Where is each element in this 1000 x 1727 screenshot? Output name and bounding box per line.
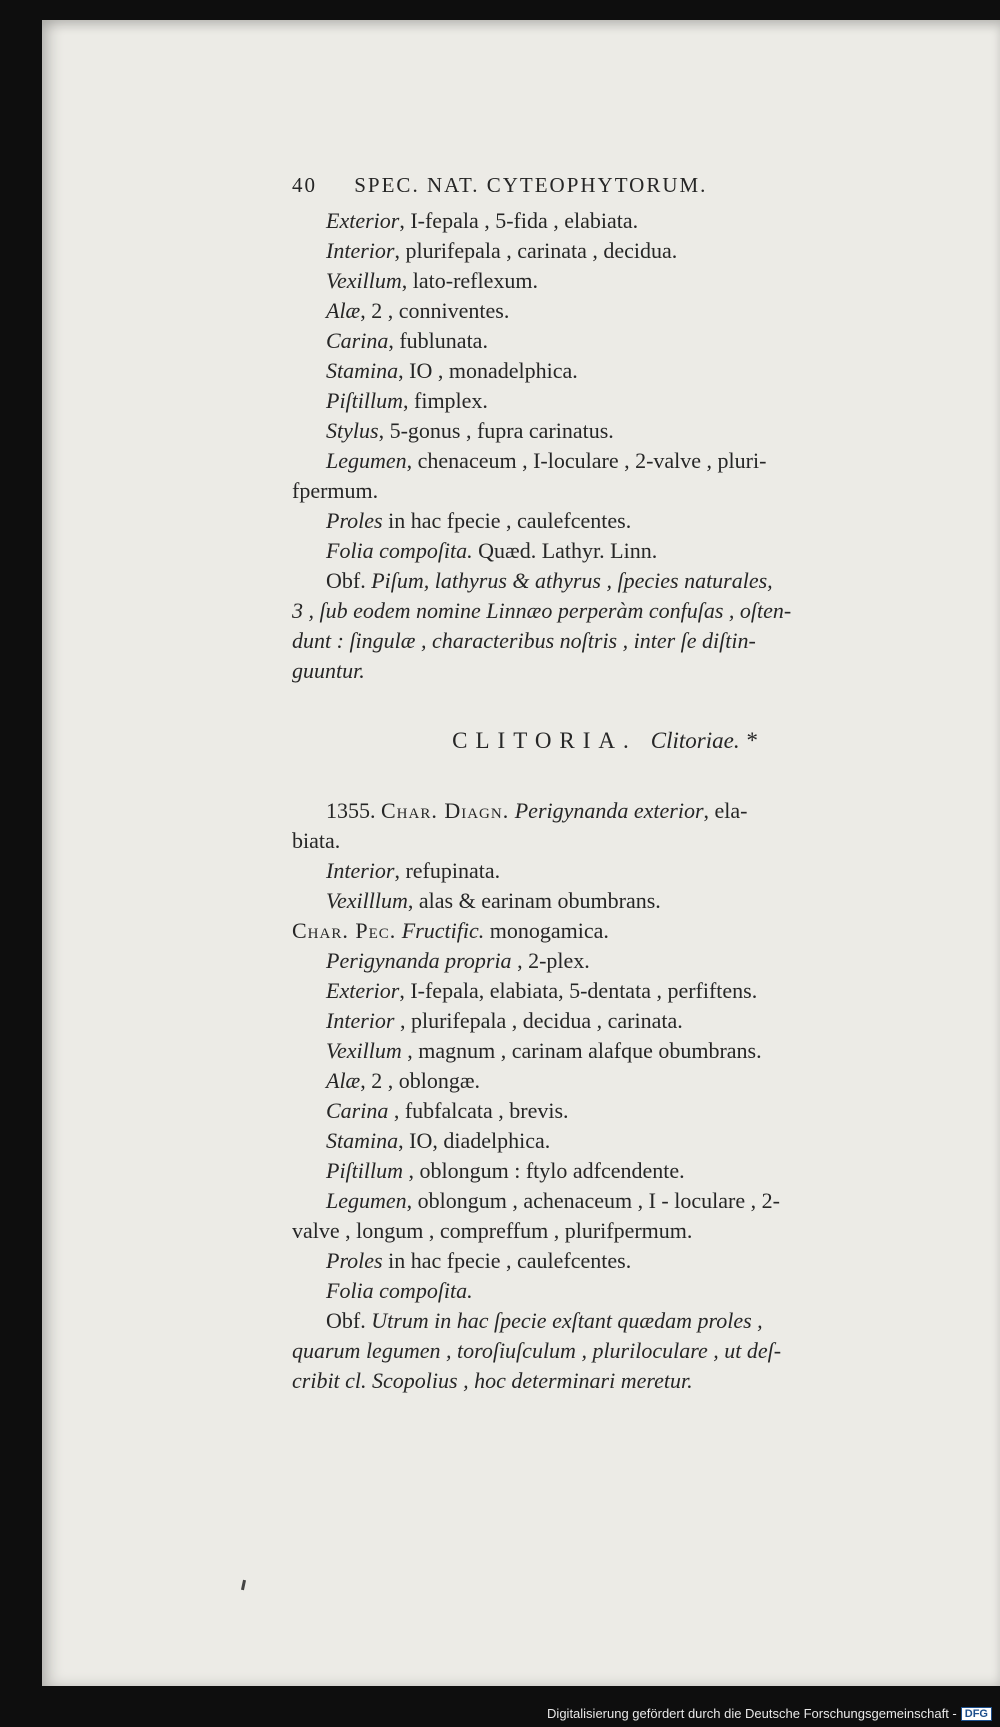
observation-line: dunt : ſingulæ , characteribus noſtris , inter ſe diſtin-	[292, 628, 756, 653]
observation-line: Obf. Utrum in hac ſpecie exſtant quædam proles ,	[326, 1308, 763, 1333]
page-number: 40	[292, 173, 317, 197]
top-list	[292, 206, 917, 446]
observation-line: Obf. Piſum, lathyrus & athyrus , ſpecies naturales,	[326, 568, 773, 593]
scanned-page	[42, 20, 1000, 1686]
legumen-line-cont: valve , longum , compreffum , plurifpermum.	[292, 1218, 693, 1243]
dfg-logo-icon: DFG	[961, 1707, 992, 1721]
observation-line: guuntur.	[292, 658, 365, 683]
text-line: Perigynanda propria , 2-plex.	[326, 948, 590, 973]
text-line: Vexilllum, alas & earinam obumbrans.	[326, 888, 661, 913]
char-pec-line: Char. Pec. Fructific. monogamica.	[292, 918, 609, 943]
text-line: Vexillum, lato-reflexum.	[326, 268, 538, 293]
footer-text: Digitalisierung gefördert durch die Deutsche Forschungsgemeinschaft -	[547, 1706, 957, 1721]
text-line: Piſtillum , oblongum : ftylo adfcendente.	[326, 1158, 685, 1183]
proles-line: Proles in hac fpecie , caulefcentes.	[326, 508, 632, 533]
text-line: Carina , fubfalcata , brevis.	[326, 1098, 569, 1123]
text-line: Piſtillum, fimplex.	[326, 388, 488, 413]
observation-line: cribit cl. Scopolius , hoc determinari meretur.	[292, 1368, 693, 1393]
ink-mark	[241, 1580, 246, 1590]
legumen-line-cont: fpermum.	[292, 478, 379, 503]
text-line: Exterior, I-fepala, elabiata, 5-dentata , perfiftens.	[326, 978, 758, 1003]
text-line: Interior , plurifepala , decidua , carinata.	[326, 1008, 683, 1033]
section-heading	[292, 726, 917, 756]
legumen-line: Legumen, oblongum , achenaceum , I - loculare , 2-	[326, 1188, 780, 1213]
text-line: Alæ, 2 , conniventes.	[326, 298, 510, 323]
char-diagn-line: 1355. Char. Diagn. Perigynanda exterior, ela-	[326, 798, 748, 823]
legumen-line: Legumen, chenaceum , I-loculare , 2-valve , pluri-	[326, 448, 767, 473]
footer-credit	[547, 1706, 992, 1721]
page-text	[292, 170, 917, 1396]
folia-line: Folia compoſita.	[326, 1278, 473, 1303]
char-diagn-line-cont: biata.	[292, 828, 341, 853]
section-title: CLITORIA.	[452, 728, 637, 753]
section-subtitle: Clitoriae. *	[650, 728, 757, 753]
text-line: Carina, fublunata.	[326, 328, 488, 353]
bottom-list	[292, 946, 917, 1186]
page-header	[292, 170, 917, 200]
running-title: SPEC. NAT. CYTEOPHYTORUM.	[354, 173, 708, 197]
text-line: Vexillum , magnum , carinam alafque obumbrans.	[326, 1038, 762, 1063]
text-line: Interior, refupinata.	[326, 858, 501, 883]
text-line: Stamina, IO , monadelphica.	[326, 358, 578, 383]
text-line: Stylus, 5-gonus , fupra carinatus.	[326, 418, 614, 443]
text-line: Stamina, IO, diadelphica.	[326, 1128, 551, 1153]
folia-line: Folia compoſita. Quæd. Lathyr. Linn.	[326, 538, 658, 563]
text-line: Interior, plurifepala , carinata , decidua.	[326, 238, 678, 263]
proles-line: Proles in hac fpecie , caulefcentes.	[326, 1248, 632, 1273]
observation-line: 3 , ſub eodem nomine Linnæo perperàm confuſas , oſten-	[292, 598, 792, 623]
observation-line: quarum legumen , toroſiuſculum , pluriloculare , ut deſ-	[292, 1338, 782, 1363]
text-line: Exterior, I-fepala , 5-fida , elabiata.	[326, 208, 639, 233]
text-line: Alæ, 2 , oblongæ.	[326, 1068, 481, 1093]
